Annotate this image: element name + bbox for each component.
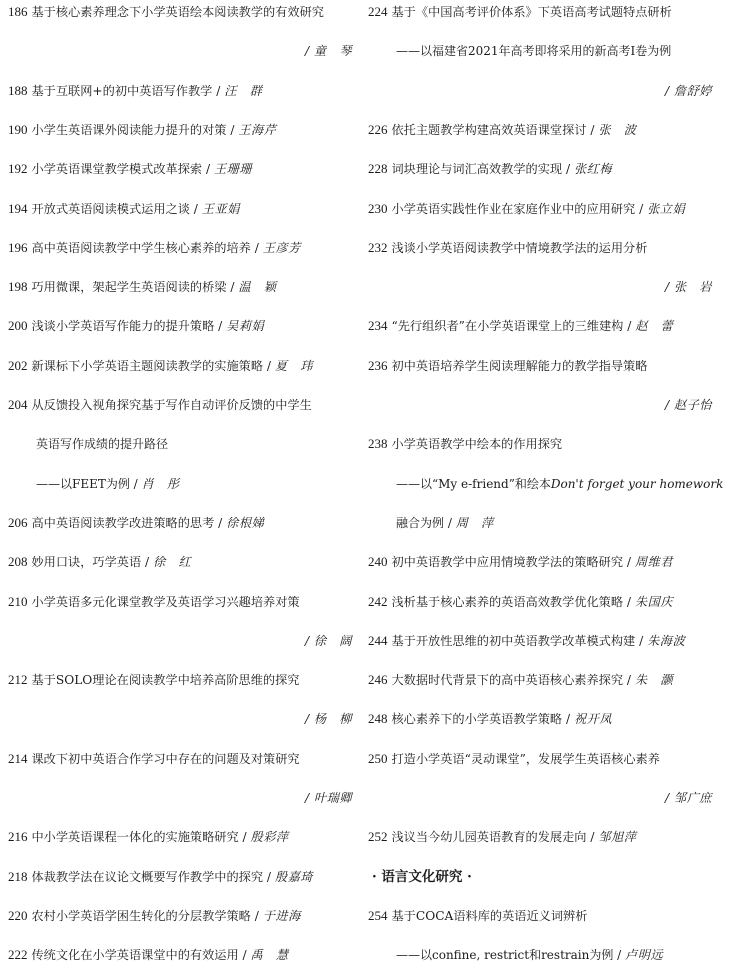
entry-author: 王海芹 bbox=[238, 122, 277, 137]
page-number: 204 bbox=[8, 397, 28, 412]
page-number: 208 bbox=[8, 554, 28, 570]
page-number: 230 bbox=[368, 200, 388, 216]
toc-entry[interactable] bbox=[368, 631, 685, 651]
page-number: 252 bbox=[368, 829, 388, 845]
page-number: 198 bbox=[8, 279, 28, 295]
entry-author: 张立娟 bbox=[647, 201, 686, 216]
toc-entry[interactable] bbox=[368, 159, 612, 179]
entry-author-line bbox=[305, 631, 352, 651]
entry-title: 基于SOLO理论在阅读教学中培养高阶思维的探究 bbox=[31, 673, 300, 688]
entry-author: 邹旭萍 bbox=[598, 830, 637, 845]
page-number: 242 bbox=[368, 593, 388, 609]
toc-entry[interactable] bbox=[368, 120, 636, 140]
entry-author: 祝开凤 bbox=[573, 712, 613, 727]
toc-entry[interactable] bbox=[368, 434, 562, 454]
entry-title: 基于核心素养理念下小学英语绘本阅读教学的有效研究 bbox=[31, 5, 324, 19]
toc-entry[interactable] bbox=[368, 827, 636, 847]
entry-author: / 杨 柳 bbox=[304, 712, 352, 727]
entry-title: 农村小学英语学困生转化的分层教学策略 / bbox=[31, 908, 263, 923]
entry-title: 词块理论与词汇高效教学的实现 / bbox=[391, 162, 574, 177]
page-number: 216 bbox=[8, 829, 28, 845]
page-number: 220 bbox=[8, 907, 28, 923]
toc-entry[interactable] bbox=[8, 513, 264, 533]
entry-author: / 赵子怡 bbox=[664, 398, 712, 412]
entry-title: 基于互联网+的初中英语写作教学 / bbox=[31, 83, 225, 98]
entry-continuation bbox=[36, 434, 168, 454]
toc-entry[interactable] bbox=[368, 670, 673, 690]
page-number: 254 bbox=[368, 907, 388, 923]
entry-title: 小学生英语课外阅读能力提升的对策 / bbox=[31, 122, 239, 137]
page-number: 248 bbox=[368, 711, 388, 727]
toc-entry[interactable] bbox=[8, 395, 312, 415]
entry-title: 开放式英语阅读模式运用之谈 / bbox=[31, 201, 202, 216]
entry-subtitle-italic: Don't forget your homework bbox=[550, 476, 724, 491]
entry-title: 巧用微课，架起学生英语阅读的桥梁 / bbox=[31, 280, 239, 295]
entry-continuation bbox=[396, 41, 671, 61]
entry-author: / 詹舒婷 bbox=[664, 83, 712, 98]
entry-author: 朱国庆 bbox=[634, 594, 673, 609]
entry-author: / 邹广庶 bbox=[664, 791, 712, 805]
entry-continuation bbox=[396, 945, 663, 965]
page-number: 202 bbox=[8, 357, 28, 373]
entry-author: 于进海 bbox=[262, 908, 301, 923]
entry-title: 浅谈小学英语阅读教学中情境教学法的运用分析 bbox=[391, 240, 648, 255]
entry-author: 赵 蕾 bbox=[635, 319, 674, 334]
entry-author: / 叶瑞卿 bbox=[304, 791, 352, 805]
toc-entry[interactable] bbox=[8, 827, 289, 847]
toc-entry[interactable] bbox=[368, 2, 672, 22]
entry-author: 张 波 bbox=[598, 122, 637, 137]
entry-title: 浅析基于核心素养的英语高效教学优化策略 / bbox=[391, 594, 635, 609]
page-number: 192 bbox=[8, 161, 28, 177]
entry-author-line bbox=[305, 41, 352, 61]
entry-subtitle: 英语写作成绩的提升路径 bbox=[36, 437, 169, 452]
entry-title: “先行组织者”在小学英语课堂上的三维建构 / bbox=[391, 319, 636, 334]
toc-entry[interactable] bbox=[8, 238, 301, 258]
entry-author: 王珊珊 bbox=[213, 162, 253, 177]
page-number: 250 bbox=[368, 750, 388, 766]
toc-entry[interactable] bbox=[8, 356, 313, 376]
page-number: 196 bbox=[8, 239, 28, 255]
toc-entry[interactable] bbox=[368, 316, 673, 336]
toc-entry[interactable] bbox=[8, 277, 276, 297]
page-number: 186 bbox=[8, 4, 28, 19]
entry-title: 依托主题教学构建高效英语课堂探讨 / bbox=[391, 122, 599, 137]
entry-author-line bbox=[665, 277, 712, 297]
entry-author: 王亚娟 bbox=[201, 201, 240, 216]
entry-title: 小学英语多元化课堂教学及英语学习兴趣培养对策 bbox=[31, 594, 300, 609]
page-number: 206 bbox=[8, 514, 28, 530]
entry-title: 浅谈小学英语写作能力的提升策略 / bbox=[31, 319, 227, 334]
entry-title: 大数据时代背景下的高中英语核心素养探究 / bbox=[391, 673, 635, 688]
entry-subtitle: 融合为例 / bbox=[396, 515, 456, 530]
toc-entry[interactable] bbox=[8, 81, 262, 101]
entry-author-line bbox=[665, 788, 712, 808]
entry-author: 周维君 bbox=[634, 555, 673, 570]
section-title: · 语言文化研究 · bbox=[372, 868, 472, 885]
entry-title: 体裁教学法在议论文概要写作教学中的探究 / bbox=[31, 869, 275, 884]
entry-author: 王彦芳 bbox=[262, 240, 301, 255]
page-number: 226 bbox=[368, 121, 388, 137]
toc-entry[interactable] bbox=[8, 120, 276, 140]
toc-entry[interactable] bbox=[368, 238, 647, 258]
entry-title: 小学英语实践性作业在家庭作业中的应用研究 / bbox=[391, 201, 648, 216]
page-number: 240 bbox=[368, 554, 388, 570]
page-number: 238 bbox=[368, 436, 388, 452]
entry-author: 周 萍 bbox=[455, 515, 494, 530]
entry-author: 卢明远 bbox=[625, 948, 664, 963]
toc-entry[interactable] bbox=[368, 749, 660, 769]
entry-subtitle: ——以福建省2021年高考即将采用的新高考I卷为例 bbox=[396, 44, 672, 59]
page-number: 210 bbox=[8, 593, 28, 609]
entry-title: 传统文化在小学英语课堂中的有效运用 / bbox=[31, 948, 251, 963]
entry-author-line bbox=[305, 709, 352, 729]
page-number: 222 bbox=[8, 947, 28, 963]
toc-entry[interactable] bbox=[368, 709, 612, 729]
toc-entry[interactable] bbox=[8, 199, 240, 219]
page-number: 194 bbox=[8, 200, 28, 216]
entry-author: 肖 彤 bbox=[141, 476, 180, 491]
entry-title: 小学英语课堂教学模式改革探索 / bbox=[31, 162, 214, 177]
entry-author-line bbox=[665, 81, 712, 101]
toc-entry[interactable] bbox=[368, 592, 673, 612]
page-number: 218 bbox=[8, 868, 28, 884]
page-number: 188 bbox=[8, 82, 28, 98]
toc-entry[interactable] bbox=[8, 945, 289, 965]
entry-author: 禹 慧 bbox=[250, 948, 289, 963]
toc-entry[interactable] bbox=[8, 670, 300, 690]
page-number: 224 bbox=[368, 4, 388, 19]
entry-author: 殷嘉琦 bbox=[274, 869, 313, 884]
entry-title: 初中英语培养学生阅读理解能力的教学指导策略 bbox=[391, 358, 648, 373]
entry-continuation bbox=[36, 474, 180, 494]
entry-author: 吴莉娟 bbox=[226, 319, 265, 334]
entry-author: 温 颖 bbox=[238, 280, 277, 295]
toc-entry[interactable] bbox=[368, 552, 673, 572]
toc-entry[interactable] bbox=[368, 906, 587, 926]
entry-author: / 徐 阔 bbox=[304, 633, 352, 648]
toc-entry[interactable] bbox=[8, 592, 300, 612]
toc-entry[interactable] bbox=[8, 867, 313, 887]
entry-author: / 张 岩 bbox=[664, 280, 712, 295]
entry-author: 汪 群 bbox=[224, 83, 263, 98]
entry-author: 徐根娣 bbox=[226, 515, 265, 530]
entry-author: 朱海波 bbox=[647, 633, 686, 648]
toc-entry[interactable] bbox=[368, 356, 647, 376]
page-number: 244 bbox=[368, 632, 388, 648]
page-number: 234 bbox=[368, 318, 388, 334]
entry-author-line bbox=[665, 395, 712, 415]
entry-continuation bbox=[396, 513, 494, 533]
page-number: 212 bbox=[8, 672, 28, 688]
entry-subtitle: ——以“My e-friend”和绘本 bbox=[396, 476, 551, 491]
entry-subtitle: ——以confine, restrict和restrain为例 / bbox=[396, 948, 626, 963]
page-number: 232 bbox=[368, 239, 388, 255]
entry-title: 从反馈投入视角探究基于写作自动评价反馈的中学生 bbox=[31, 398, 312, 412]
entry-author: 朱 灏 bbox=[634, 673, 673, 688]
toc-entry[interactable] bbox=[8, 159, 252, 179]
entry-title: 基于《中国高考评价体系》下英语高考试题特点研析 bbox=[391, 5, 672, 19]
entry-author-line bbox=[305, 788, 352, 808]
entry-author: 徐 红 bbox=[153, 555, 192, 570]
page-number: 236 bbox=[368, 357, 388, 373]
entry-continuation bbox=[396, 474, 723, 494]
entry-title: 高中英语阅读教学改进策略的思考 / bbox=[31, 515, 227, 530]
entry-title: 初中英语教学中应用情境教学法的策略研究 / bbox=[391, 555, 635, 570]
page-number: 190 bbox=[8, 121, 28, 137]
entry-author: 殷彩萍 bbox=[250, 830, 289, 845]
toc-entry[interactable] bbox=[368, 199, 685, 219]
section-heading bbox=[372, 867, 472, 887]
entry-author: 夏 玮 bbox=[274, 358, 313, 373]
toc-entry[interactable] bbox=[8, 316, 264, 336]
entry-title: 新课标下小学英语主题阅读教学的实施策略 / bbox=[31, 358, 275, 373]
entry-subtitle: ——以FEET为例 / bbox=[36, 476, 142, 491]
entry-title: 打造小学英语“灵动课堂”，发展学生英语核心素养 bbox=[391, 751, 660, 766]
entry-author: 张红梅 bbox=[573, 162, 613, 177]
entry-title: 基于开放性思维的初中英语教学改革模式构建 / bbox=[391, 633, 648, 648]
entry-title: 高中英语阅读教学中学生核心素养的培养 / bbox=[31, 240, 263, 255]
page-number: 228 bbox=[368, 161, 388, 177]
toc-entry[interactable] bbox=[8, 749, 300, 769]
entry-title: 中小学英语课程一体化的实施策略研究 / bbox=[31, 830, 251, 845]
entry-title: 小学英语教学中绘本的作用探究 bbox=[391, 437, 563, 452]
toc-entry[interactable] bbox=[8, 906, 301, 926]
entry-title: 课改下初中英语合作学习中存在的问题及对策研究 bbox=[31, 751, 300, 766]
entry-title: 核心素养下的小学英语教学策略 / bbox=[391, 712, 574, 727]
toc-entry[interactable] bbox=[8, 552, 191, 572]
entry-author: / 童 琴 bbox=[304, 44, 352, 59]
entry-title: 基于COCA语料库的英语近义词辨析 bbox=[391, 908, 588, 923]
toc-entry[interactable] bbox=[8, 2, 324, 22]
page-number: 214 bbox=[8, 750, 28, 766]
entry-title: 浅议当今幼儿园英语教育的发展走向 / bbox=[391, 830, 599, 845]
page-number: 246 bbox=[368, 672, 388, 688]
entry-title: 妙用口诀，巧学英语 / bbox=[31, 555, 154, 570]
page-number: 200 bbox=[8, 318, 28, 334]
